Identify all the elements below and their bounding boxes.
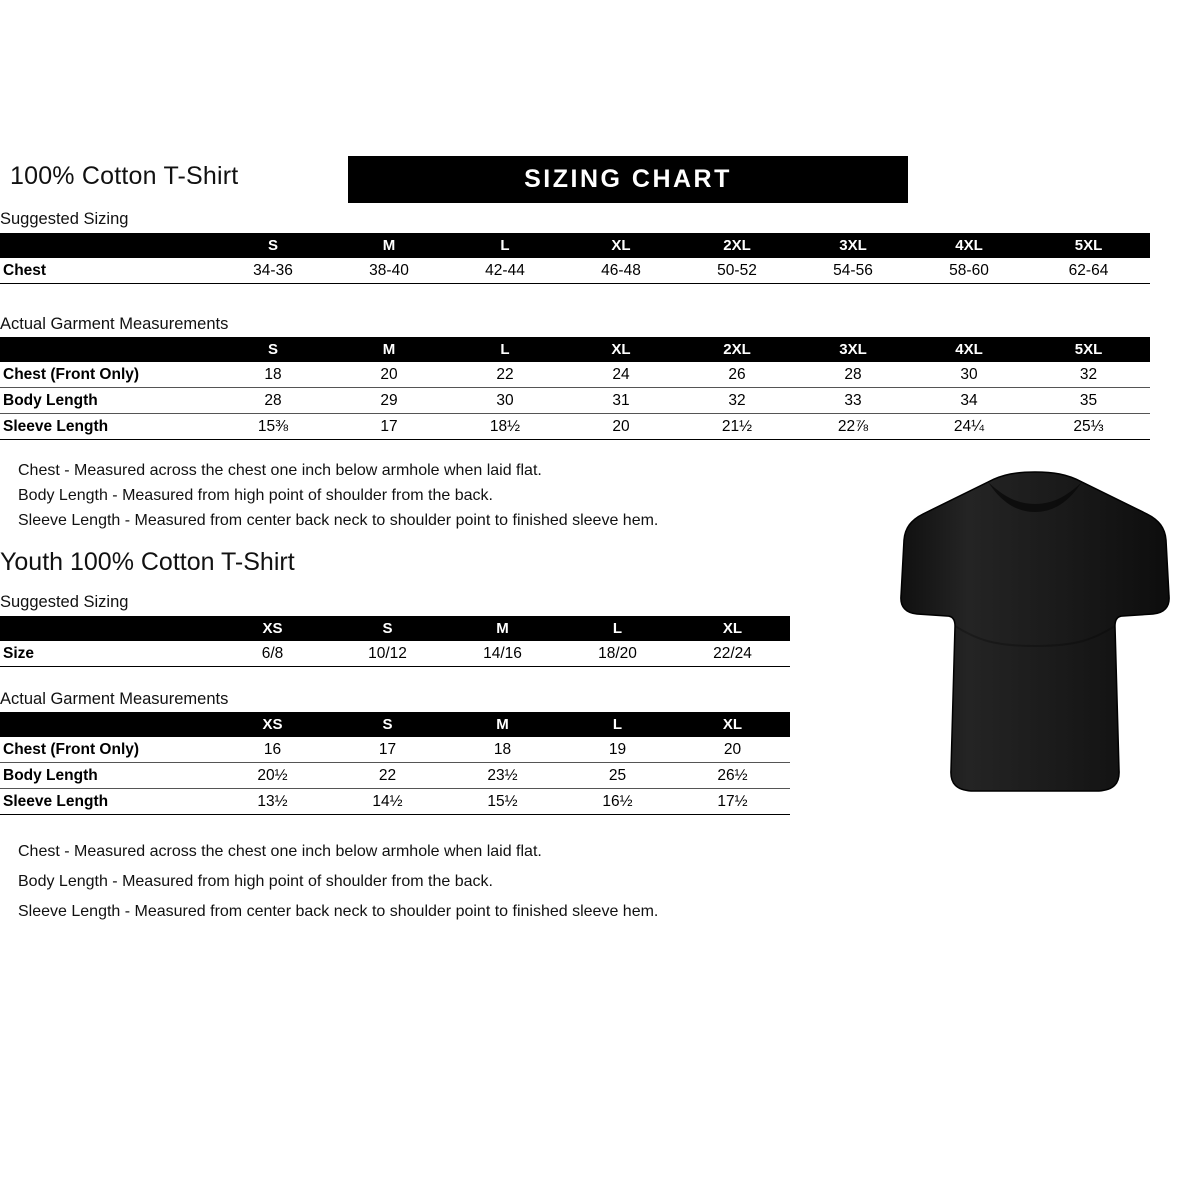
page-title: 100% Cotton T-Shirt — [10, 162, 239, 190]
youth-section-title: Youth 100% Cotton T-Shirt — [0, 548, 295, 576]
cell: 16 — [215, 737, 330, 763]
header-row — [10, 160, 910, 202]
table-row — [0, 789, 790, 815]
col-head-2: M — [331, 233, 447, 258]
col-head-7: 4XL — [911, 337, 1027, 362]
cell: 54-56 — [795, 258, 911, 284]
row-label: Chest (Front Only) — [0, 737, 215, 763]
cell: 58-60 — [911, 258, 1027, 284]
col-head-5: 2XL — [679, 337, 795, 362]
cell: 22/24 — [675, 641, 790, 667]
col-head-0 — [0, 337, 215, 362]
cell: 30 — [911, 362, 1027, 388]
col-head-3: M — [445, 712, 560, 737]
t-shirt-icon — [885, 470, 1185, 815]
col-head-3: M — [445, 616, 560, 641]
adult-suggested-caption: Suggested Sizing — [0, 210, 129, 228]
col-head-2: M — [331, 337, 447, 362]
col-head-5: 2XL — [679, 233, 795, 258]
table-row — [0, 388, 1150, 414]
adult-note-sleeve-length: Sleeve Length - Measured from center back neck to shoulder point to finished sleeve hem. — [18, 512, 659, 529]
col-head-1: S — [215, 233, 331, 258]
col-head-4: L — [560, 616, 675, 641]
col-head-2: S — [330, 712, 445, 737]
row-label: Chest (Front Only) — [0, 362, 215, 388]
row-label: Sleeve Length — [0, 414, 215, 440]
table-youth-suggested-sizing — [0, 616, 790, 667]
cell: 21½ — [679, 414, 795, 440]
cell: 19 — [560, 737, 675, 763]
adult-note-body-length: Body Length - Measured from high point of shoulder from the back. — [18, 487, 493, 504]
cell: 29 — [331, 388, 447, 414]
cell: 17 — [331, 414, 447, 440]
table-youth-garment-measurements — [0, 712, 790, 815]
cell: 20 — [563, 414, 679, 440]
cell: 30 — [447, 388, 563, 414]
table-row — [0, 258, 1150, 284]
table-adult-garment-measurements — [0, 337, 1150, 440]
table-row — [0, 414, 1150, 440]
col-head-8: 5XL — [1027, 233, 1150, 258]
table-row — [0, 362, 1150, 388]
adult-garment-caption: Actual Garment Measurements — [0, 315, 229, 333]
col-head-5: XL — [675, 712, 790, 737]
youth-garment-caption: Actual Garment Measurements — [0, 690, 229, 708]
cell: 25⅓ — [1027, 414, 1150, 440]
cell: 6/8 — [215, 641, 330, 667]
col-head-5: XL — [675, 616, 790, 641]
adult-note-chest: Chest - Measured across the chest one inch below armhole when laid flat. — [18, 462, 542, 479]
cell: 50-52 — [679, 258, 795, 284]
cell: 20 — [331, 362, 447, 388]
table-header-row — [0, 712, 790, 737]
col-head-2: S — [330, 616, 445, 641]
cell: 31 — [563, 388, 679, 414]
cell: 22 — [330, 763, 445, 789]
col-head-1: S — [215, 337, 331, 362]
col-head-0 — [0, 233, 215, 258]
cell: 33 — [795, 388, 911, 414]
cell: 16½ — [560, 789, 675, 815]
cell: 18 — [215, 362, 331, 388]
col-head-4: XL — [563, 337, 679, 362]
col-head-4: L — [560, 712, 675, 737]
cell: 42-44 — [447, 258, 563, 284]
sizing-chart-banner — [348, 156, 908, 203]
cell: 28 — [215, 388, 331, 414]
cell: 22⅞ — [795, 414, 911, 440]
t-shirt-illustration — [885, 470, 1185, 815]
cell: 15½ — [445, 789, 560, 815]
cell: 24 — [563, 362, 679, 388]
table-row — [0, 737, 790, 763]
cell: 18/20 — [560, 641, 675, 667]
row-label: Body Length — [0, 388, 215, 414]
cell: 13½ — [215, 789, 330, 815]
youth-note-sleeve-length: Sleeve Length - Measured from center back neck to shoulder point to finished sleeve hem. — [18, 903, 659, 920]
cell: 17 — [330, 737, 445, 763]
cell: 28 — [795, 362, 911, 388]
col-head-4: XL — [563, 233, 679, 258]
col-head-6: 3XL — [795, 337, 911, 362]
col-head-3: L — [447, 337, 563, 362]
cell: 18 — [445, 737, 560, 763]
youth-note-body-length: Body Length - Measured from high point of shoulder from the back. — [18, 873, 493, 890]
table-header-row — [0, 337, 1150, 362]
table-row — [0, 641, 790, 667]
col-head-0 — [0, 712, 215, 737]
cell: 15⅜ — [215, 414, 331, 440]
cell: 23½ — [445, 763, 560, 789]
cell: 26½ — [675, 763, 790, 789]
cell: 20½ — [215, 763, 330, 789]
table-header-row — [0, 616, 790, 641]
cell: 46-48 — [563, 258, 679, 284]
cell: 38-40 — [331, 258, 447, 284]
table-header-row — [0, 233, 1150, 258]
row-label: Body Length — [0, 763, 215, 789]
cell: 18½ — [447, 414, 563, 440]
cell: 26 — [679, 362, 795, 388]
row-label: Sleeve Length — [0, 789, 215, 815]
cell: 62-64 — [1027, 258, 1150, 284]
col-head-8: 5XL — [1027, 337, 1150, 362]
cell: 20 — [675, 737, 790, 763]
row-label: Chest — [0, 258, 215, 284]
col-head-1: XS — [215, 616, 330, 641]
col-head-1: XS — [215, 712, 330, 737]
youth-note-chest: Chest - Measured across the chest one inch below armhole when laid flat. — [18, 843, 542, 860]
youth-suggested-caption: Suggested Sizing — [0, 593, 129, 611]
cell: 17½ — [675, 789, 790, 815]
cell: 24¼ — [911, 414, 1027, 440]
cell: 35 — [1027, 388, 1150, 414]
col-head-0 — [0, 616, 215, 641]
cell: 34 — [911, 388, 1027, 414]
cell: 25 — [560, 763, 675, 789]
row-label: Size — [0, 641, 215, 667]
cell: 22 — [447, 362, 563, 388]
cell: 14/16 — [445, 641, 560, 667]
cell: 14½ — [330, 789, 445, 815]
cell: 32 — [679, 388, 795, 414]
table-row — [0, 763, 790, 789]
col-head-3: L — [447, 233, 563, 258]
col-head-6: 3XL — [795, 233, 911, 258]
cell: 34-36 — [215, 258, 331, 284]
cell: 32 — [1027, 362, 1150, 388]
sizing-chart-banner-label: SIZING CHART — [524, 165, 732, 193]
cell: 10/12 — [330, 641, 445, 667]
col-head-7: 4XL — [911, 233, 1027, 258]
table-adult-suggested-sizing — [0, 233, 1150, 284]
